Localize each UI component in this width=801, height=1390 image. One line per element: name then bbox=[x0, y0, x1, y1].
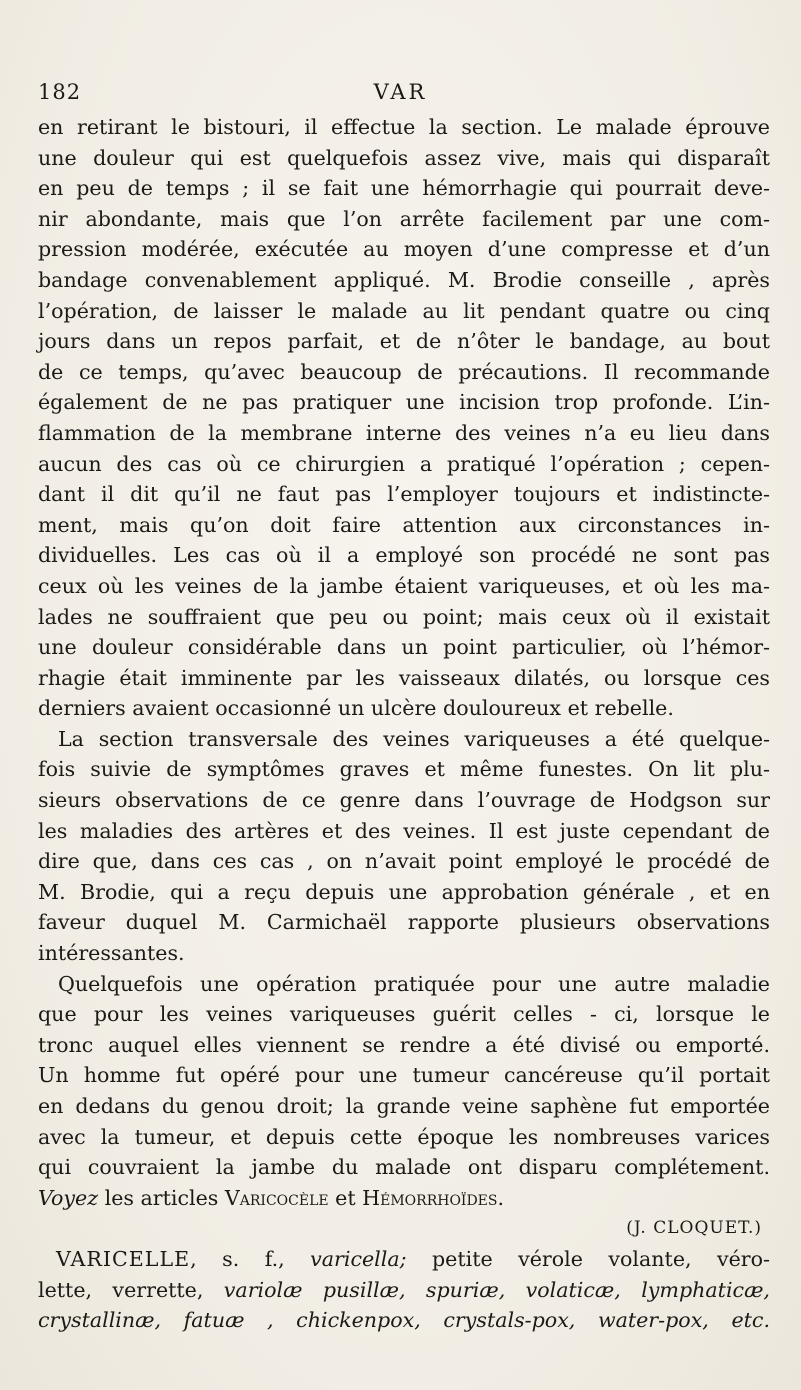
entry-definition: petite vérole volante, véro- bbox=[406, 1246, 770, 1271]
text-line: aucun des cas où ce chirurgien a pratiqué l’opération ; cepen- bbox=[38, 451, 770, 476]
text-line: dividuelles. Les cas où il a employé son procédé ne sont pas bbox=[38, 543, 770, 568]
page-header bbox=[0, 80, 801, 110]
text-line: tronc auquel elles viennent se rendre a été divisé ou emporté. bbox=[38, 1032, 770, 1057]
body-text bbox=[38, 112, 770, 1336]
entry-headword: VARICELLE bbox=[56, 1246, 191, 1271]
running-head: VAR bbox=[373, 80, 428, 104]
entry-line bbox=[38, 1244, 770, 1275]
see-also-text: les articles bbox=[98, 1185, 225, 1210]
text-line: ceux où les veines de la jambe étaient variqueuses, et où les ma- bbox=[38, 573, 770, 598]
text-line: ment, mais qu’on doit faire attention aux circonstances in- bbox=[38, 512, 770, 537]
text-line: Un homme fut opéré pour une tumeur cancéreuse qu’il portait bbox=[38, 1063, 770, 1088]
author-signature: (J. CLOQUET.) bbox=[626, 1218, 762, 1239]
entry-synonyms: lette, verrette, bbox=[38, 1277, 224, 1302]
text-line: derniers avaient occasionné un ulcère douloureux et rebelle. bbox=[38, 696, 674, 721]
text-line: l’opération, de laisser le malade au lit pendant quatre ou cinq bbox=[38, 298, 770, 323]
text-line: lades ne souffraient que peu ou point; mais ceux où il existait bbox=[38, 604, 770, 629]
text-line: sieurs observations de ce genre dans l’ouvrage de Hodgson sur bbox=[38, 788, 770, 813]
cross-reference: Hémorrhoïdes bbox=[362, 1185, 498, 1210]
page-number: 182 bbox=[38, 80, 82, 104]
text-line: une douleur qui est quelquefois assez vive, mais qui disparaît bbox=[38, 145, 770, 170]
text-line: pression modérée, exécutée au moyen d’une compresse et d’un bbox=[38, 237, 770, 262]
see-also-conjunction: et bbox=[328, 1185, 363, 1210]
text-line: fois suivie de symptômes graves et même funestes. On lit plu- bbox=[38, 757, 770, 782]
text-line: en dedans du genou droit; la grande veine saphène fut emportée bbox=[38, 1094, 770, 1118]
see-also-line bbox=[38, 1183, 770, 1214]
see-also-end: . bbox=[497, 1185, 505, 1210]
entry-line: crystallinæ, fatuæ , chickenpox, crystals-pox, water-pox, etc. bbox=[38, 1308, 770, 1333]
text-line: M. Brodie, qui a reçu depuis une approbation générale , et en bbox=[38, 879, 770, 904]
text-line: bandage convenablement appliqué. M. Brodie conseille , après bbox=[38, 267, 770, 292]
see-also-lead: Voyez bbox=[38, 1185, 99, 1210]
text-line: avec la tumeur, et depuis cette époque les nombreuses varices bbox=[38, 1124, 770, 1149]
text-line: faveur duquel M. Carmichaël rapporte plusieurs observations bbox=[38, 910, 770, 935]
text-line: de ce temps, qu’avec beaucoup de précautions. Il recommande bbox=[38, 359, 770, 384]
text-line: également de ne pas pratiquer une incision trop profonde. L’in- bbox=[38, 390, 770, 415]
text-line: les maladies des artères et des veines. Il est juste cependant de bbox=[38, 818, 770, 843]
text-line: une douleur considérable dans un point particulier, où l’hémor- bbox=[38, 635, 770, 660]
text-line: en peu de temps ; il se fait une hémorrhagie qui pourrait deve- bbox=[38, 176, 770, 201]
text-line: qui couvraient la jambe du malade ont disparu complétement. bbox=[38, 1155, 770, 1180]
cross-reference: Varicocèle bbox=[224, 1185, 329, 1210]
text-line: Quelquefois une opération pratiquée pour une autre maladie bbox=[58, 971, 770, 996]
text-line: La section transversale des veines variqueuses a été quelque- bbox=[58, 726, 770, 751]
entry-latin: varicella; bbox=[310, 1246, 407, 1271]
text-line: dant il dit qu’il ne faut pas l’employer toujours et indistincte- bbox=[38, 482, 770, 507]
text-line: flammation de la membrane interne des veines n’a eu lieu dans bbox=[38, 420, 770, 445]
text-line: nir abondante, mais que l’on arrête facilement par une com- bbox=[38, 206, 770, 231]
entry-grammar: , s. f., bbox=[190, 1246, 311, 1271]
entry-latin-synonyms: variolæ pusillæ, spuriæ, volaticæ, lymphaticæ, bbox=[223, 1277, 770, 1302]
text-line: dire que, dans ces cas , on n’avait point employé le procédé de bbox=[38, 849, 770, 874]
entry-line bbox=[38, 1275, 770, 1306]
text-line: rhagie était imminente par les vaisseaux dilatés, ou lorsque ces bbox=[38, 665, 770, 690]
text-line: intéressantes. bbox=[38, 941, 185, 966]
text-line: en retirant le bistouri, il effectue la section. Le malade éprouve bbox=[38, 115, 770, 139]
text-line: que pour les veines variqueuses guérit celles - ci, lorsque le bbox=[38, 1002, 770, 1027]
text-line: jours dans un repos parfait, et de n’ôter le bandage, au bout bbox=[38, 329, 770, 354]
